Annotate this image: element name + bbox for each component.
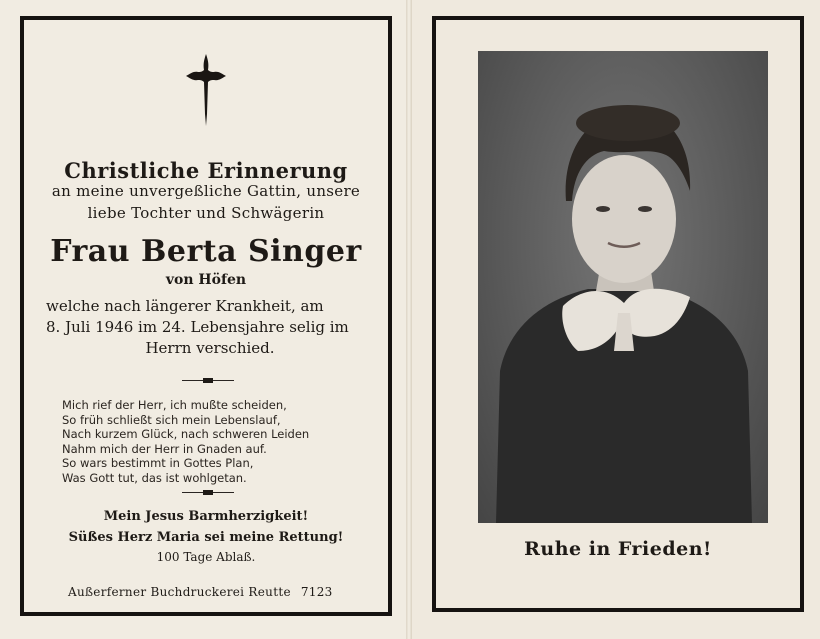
card-fold	[406, 0, 412, 639]
death-line: welche nach längerer Krankheit, am	[46, 297, 324, 315]
memorial-heading: Christliche Erinnerung	[64, 158, 348, 183]
prayer	[28, 506, 384, 548]
deceased-origin: von Höfen	[165, 272, 247, 288]
left-border-bottom	[20, 612, 392, 616]
death-line: Herrn verschied.	[145, 339, 275, 357]
cross-icon	[184, 52, 228, 128]
poem-line: So früh schließt sich mein Lebenslauf,	[62, 412, 281, 427]
printer-imprint	[68, 585, 333, 599]
portrait-photo	[478, 51, 768, 523]
memorial-poem	[62, 398, 382, 485]
right-border-right	[800, 16, 804, 612]
indulgence-note: 100 Tage Ablaß.	[156, 550, 256, 564]
right-border-bottom	[432, 608, 804, 612]
right-border-top	[432, 16, 804, 20]
poem-line: Nach kurzem Glück, nach schweren Leiden	[62, 427, 310, 441]
print-number: 7123	[300, 585, 333, 599]
deceased-name: Frau Berta Singer	[50, 234, 362, 269]
right-border-left	[432, 16, 436, 612]
ornament-divider	[182, 378, 234, 384]
poem-line: So wars bestimmt in Gottes Plan,	[62, 456, 254, 470]
prayer-line: Süßes Herz Maria sei meine Rettung!	[68, 530, 344, 545]
printer-name: Außerferner Buchdruckerei Reutte	[68, 585, 291, 599]
poem-line: Nahm mich der Herr in Gnaden auf.	[62, 441, 267, 456]
death-line: 8. Juli 1946 im 24. Lebensjahre selig im	[46, 318, 349, 336]
poem-line: Was Gott tut, das ist wohlgetan.	[62, 470, 247, 485]
death-notice	[46, 296, 374, 359]
memorial-text-panel	[28, 20, 384, 610]
prayer-line: Mein Jesus Barmherzigkeit!	[103, 509, 309, 524]
poem-line: Mich rief der Herr, ich mußte scheiden,	[62, 398, 287, 412]
intro-line: an meine unvergeßliche Gattin, unsere	[51, 182, 361, 200]
portrait-figure	[478, 51, 768, 523]
photo-caption: Ruhe in Frieden!	[524, 538, 712, 560]
left-border-left	[20, 16, 24, 616]
memorial-intro	[38, 180, 374, 224]
ornament-divider	[182, 490, 234, 496]
intro-line: liebe Tochter und Schwägerin	[87, 204, 325, 222]
left-border-right	[388, 16, 392, 616]
